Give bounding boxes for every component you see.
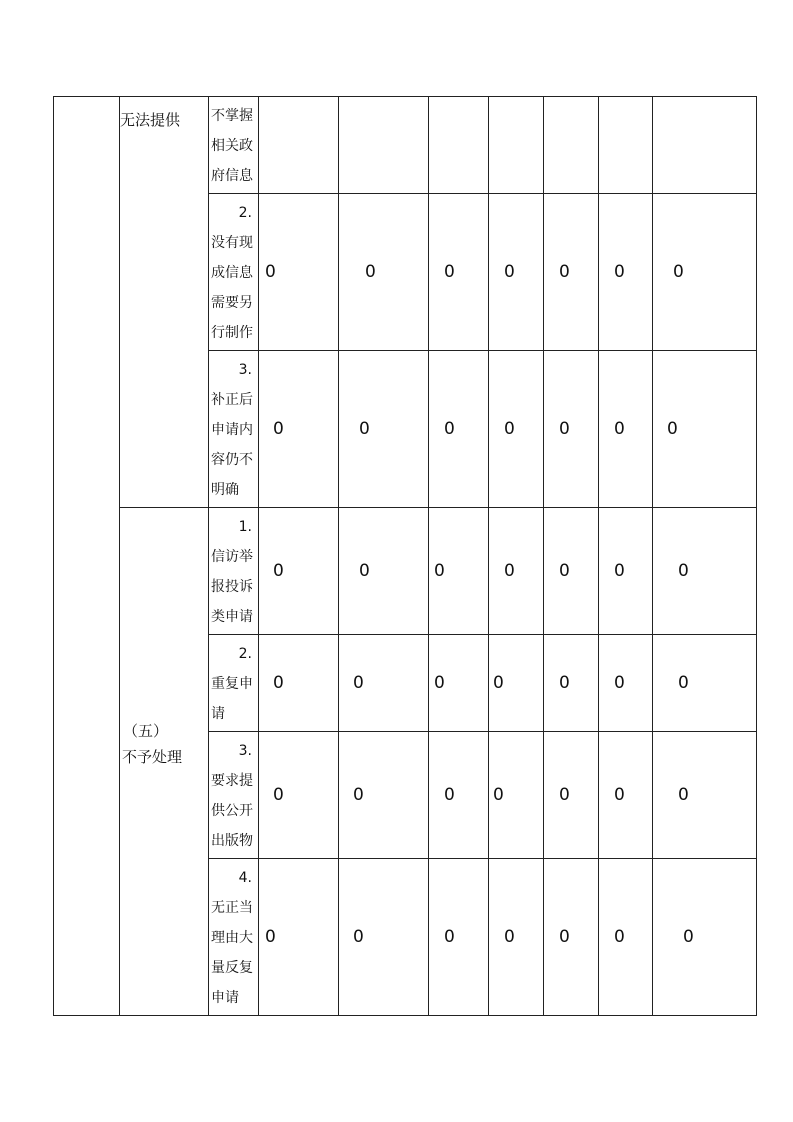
value-text: 0: [504, 561, 515, 581]
item-label-line: 重复申: [211, 676, 253, 692]
item-label-line: 没有现: [211, 235, 253, 251]
value-cell: [489, 351, 544, 508]
item-label-line: 成信息: [211, 265, 253, 281]
value-text: 0: [678, 673, 689, 693]
value-cell: [599, 508, 653, 635]
value-text: 0: [504, 927, 515, 947]
value-cell: [599, 194, 653, 351]
item-label-line: 行制作: [211, 325, 253, 341]
item-label-line: 补正后: [211, 392, 253, 408]
value-text: 0: [273, 785, 284, 805]
item-label-cell: [209, 635, 259, 732]
value-text: 0: [273, 561, 284, 581]
value-text: 0: [614, 561, 625, 581]
item-index: 2.: [238, 205, 252, 221]
value-cell: [339, 635, 429, 732]
value-text: 0: [444, 419, 455, 439]
item-label-line: 请: [211, 706, 225, 722]
item-label-cell: [209, 97, 259, 194]
value-cell: [259, 732, 339, 859]
value-text: 0: [359, 561, 370, 581]
item-label-line: 要求提: [211, 773, 253, 789]
value-cell: [489, 732, 544, 859]
table-row: [54, 508, 757, 635]
item-label-cell: [209, 732, 259, 859]
value-text: 0: [614, 419, 625, 439]
item-label-line: 出版物: [211, 833, 253, 849]
value-text: 0: [365, 262, 376, 282]
value-text: 0: [493, 673, 504, 693]
item-label-cell: [209, 351, 259, 508]
value-text: 0: [678, 785, 689, 805]
value-cell: [339, 351, 429, 508]
value-cell: [259, 508, 339, 635]
item-label-line: 需要另: [211, 295, 253, 311]
value-cell: [339, 859, 429, 1016]
value-cell: [544, 351, 599, 508]
value-cell: [544, 97, 599, 194]
value-text: 0: [559, 673, 570, 693]
value-text: 0: [614, 785, 625, 805]
value-cell: [489, 194, 544, 351]
value-cell: [599, 97, 653, 194]
item-index: 3.: [238, 743, 252, 759]
value-cell: [489, 97, 544, 194]
value-cell: [429, 859, 489, 1016]
value-cell: [489, 508, 544, 635]
item-label-line: 无正当: [211, 900, 253, 916]
value-cell: [599, 351, 653, 508]
value-text: 0: [273, 673, 284, 693]
value-cell: [599, 635, 653, 732]
value-text: 0: [504, 262, 515, 282]
group-number: （五）: [123, 722, 169, 740]
value-cell: [489, 635, 544, 732]
value-text: 0: [353, 673, 364, 693]
value-cell: [653, 194, 757, 351]
blank-side-cell: [54, 97, 120, 1016]
value-text: 0: [273, 419, 284, 439]
item-label-cell: [209, 859, 259, 1016]
value-cell: [653, 351, 757, 508]
value-cell: [339, 194, 429, 351]
group-label-not-processed: [120, 508, 209, 1016]
group-label-unable-provide: [120, 97, 209, 508]
item-label-line: 申请: [211, 990, 239, 1006]
value-text: 0: [493, 785, 504, 805]
value-cell: [259, 97, 339, 194]
item-label-line: 类申请: [211, 609, 253, 625]
item-label-line: 容仍不: [211, 452, 253, 468]
item-label-line: 信访举: [211, 549, 253, 565]
value-text: 0: [265, 262, 276, 282]
value-cell: [599, 859, 653, 1016]
item-index: 1.: [238, 519, 252, 535]
item-label-line: 相关政: [211, 138, 253, 154]
item-label-cell: [209, 194, 259, 351]
value-cell: [653, 635, 757, 732]
value-cell: [339, 508, 429, 635]
item-label-line: 报投诉: [211, 579, 253, 595]
value-cell: [429, 732, 489, 859]
value-text: 0: [559, 927, 570, 947]
value-cell: [653, 732, 757, 859]
value-cell: [259, 859, 339, 1016]
item-index: 3.: [238, 362, 252, 378]
value-cell: [544, 859, 599, 1016]
value-cell: [339, 97, 429, 194]
value-text: 0: [559, 419, 570, 439]
item-label-line: 供公开: [211, 803, 253, 819]
value-cell: [544, 508, 599, 635]
group-label-text: 不予处理: [122, 748, 183, 766]
item-label-line: 府信息: [211, 168, 253, 184]
item-index: 2.: [238, 646, 252, 662]
value-cell: [653, 508, 757, 635]
value-cell: [339, 732, 429, 859]
value-text: 0: [559, 785, 570, 805]
disclosure-table: [53, 96, 757, 1016]
value-text: 0: [683, 927, 694, 947]
group-label-text: 无法提供: [120, 111, 181, 129]
value-text: 0: [265, 927, 276, 947]
value-text: 0: [444, 785, 455, 805]
value-cell: [599, 732, 653, 859]
value-text: 0: [673, 262, 684, 282]
value-cell: [429, 97, 489, 194]
value-text: 0: [614, 262, 625, 282]
table-row: [54, 97, 757, 194]
value-cell: [429, 635, 489, 732]
value-cell: [259, 351, 339, 508]
value-cell: [653, 97, 757, 194]
value-cell: [544, 732, 599, 859]
item-label-line: 不掌握: [211, 108, 253, 124]
value-cell: [259, 635, 339, 732]
value-text: 0: [559, 561, 570, 581]
item-label-line: 理由大: [211, 930, 253, 946]
value-text: 0: [667, 419, 678, 439]
value-text: 0: [559, 262, 570, 282]
value-text: 0: [678, 561, 689, 581]
value-cell: [429, 351, 489, 508]
item-label-line: 申请内: [211, 422, 253, 438]
value-text: 0: [434, 561, 445, 581]
value-text: 0: [434, 673, 445, 693]
value-text: 0: [359, 419, 370, 439]
value-text: 0: [614, 927, 625, 947]
value-text: 0: [614, 673, 625, 693]
item-label-line: 量反复: [211, 960, 253, 976]
value-cell: [429, 194, 489, 351]
value-cell: [489, 859, 544, 1016]
value-text: 0: [504, 419, 515, 439]
value-text: 0: [353, 785, 364, 805]
item-label-cell: [209, 508, 259, 635]
value-cell: [653, 859, 757, 1016]
value-cell: [259, 194, 339, 351]
item-label-line: 明确: [211, 482, 239, 498]
value-text: 0: [353, 927, 364, 947]
value-cell: [429, 508, 489, 635]
value-cell: [544, 635, 599, 732]
value-text: 0: [444, 927, 455, 947]
value-cell: [544, 194, 599, 351]
item-index: 4.: [238, 870, 252, 886]
value-text: 0: [444, 262, 455, 282]
